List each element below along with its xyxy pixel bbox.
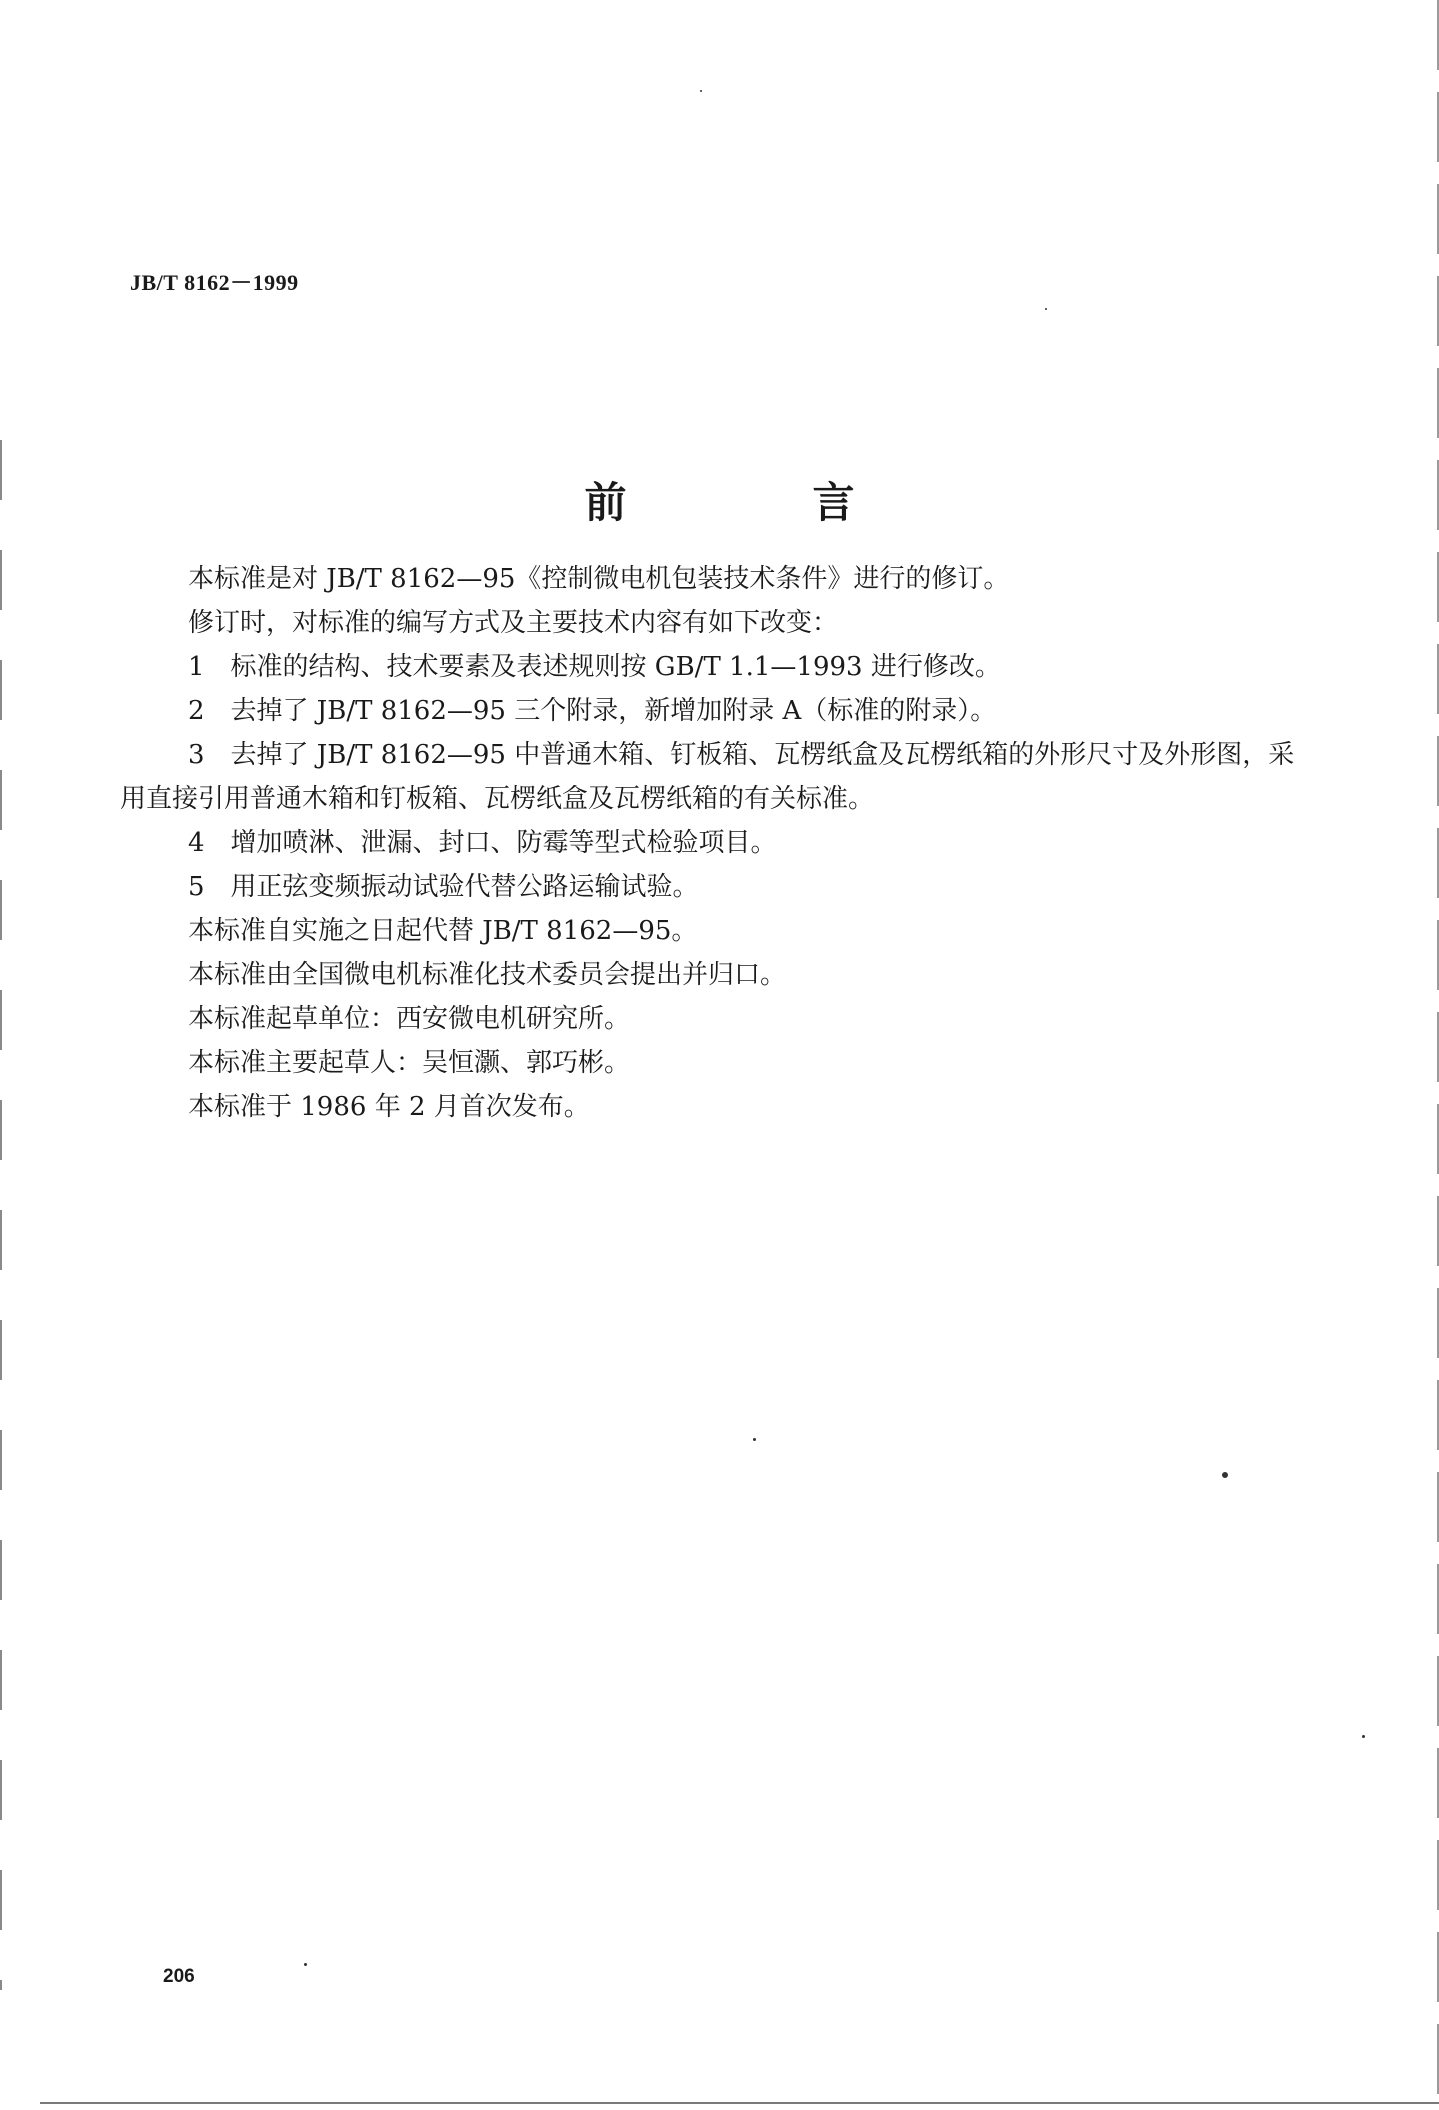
paragraph: 本标准起草单位：西安微电机研究所。 xyxy=(188,1004,631,1034)
scan-speck xyxy=(1045,308,1047,310)
paragraph: 2 去掉了 JB/T 8162—95 三个附录，新增加附录 A（标准的附录）。 xyxy=(188,696,997,726)
paragraph: 本标准主要起草人：吴恒灏、郭巧彬。 xyxy=(188,1048,631,1078)
paragraph: 3 去掉了 JB/T 8162—95 中普通木箱、钉板箱、瓦楞纸盒及瓦楞纸箱的外形尺寸及外形图，采用直接引用普通木箱和钉板箱、瓦楞纸盒及瓦楞纸箱的有关标准。 xyxy=(120,740,1295,814)
paragraph: 本标准是对 JB/T 8162—95《控制微电机包装技术条件》进行的修订。 xyxy=(188,564,1010,594)
scan-edge-left xyxy=(0,440,2,1990)
scan-speck xyxy=(700,90,702,92)
scan-speck xyxy=(1362,1735,1365,1738)
preface-body xyxy=(120,557,1295,1129)
paragraph: 本标准于 1986 年 2 月首次发布。 xyxy=(188,1092,590,1122)
paragraph: 本标准自实施之日起代替 JB/T 8162—95。 xyxy=(188,916,698,946)
paragraph: 4 增加喷淋、泄漏、封口、防霉等型式检验项目。 xyxy=(188,828,777,858)
scan-speck xyxy=(304,1963,307,1966)
page-number: 206 xyxy=(163,1966,195,1987)
paragraph: 本标准由全国微电机标准化技术委员会提出并归口。 xyxy=(188,960,787,990)
scan-edge-bottom xyxy=(40,2102,1439,2104)
standard-code: JB/T 8162－1999 xyxy=(130,270,299,295)
paragraph: 5 用正弦变频振动试验代替公路运输试验。 xyxy=(188,872,699,902)
page-title: 前 言 xyxy=(584,478,927,527)
scan-speck xyxy=(753,1438,756,1441)
paragraph: 1 标准的结构、技术要素及表述规则按 GB/T 1.1—1993 进行修改。 xyxy=(188,652,1001,682)
paragraph: 修订时，对标准的编写方式及主要技术内容有如下改变： xyxy=(188,608,839,638)
scan-speck xyxy=(1222,1472,1228,1478)
